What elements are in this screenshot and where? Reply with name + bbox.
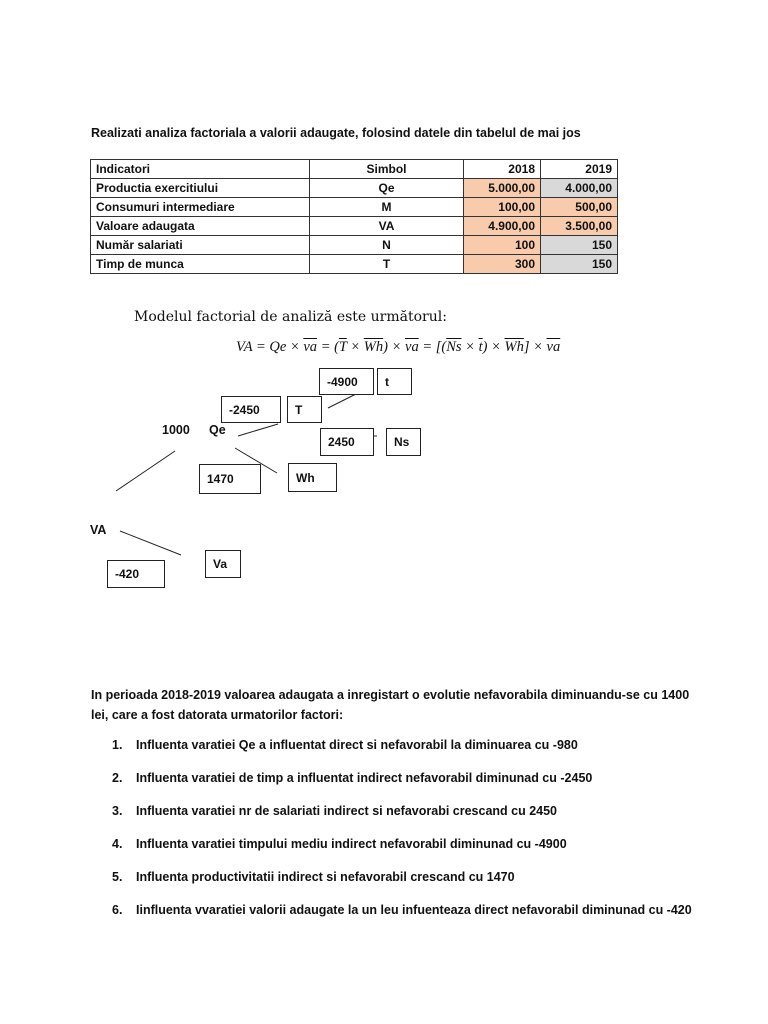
list-item-text: Influenta varatiei de timp a influentat indirect nefavorabil diminunad cu -2450	[136, 771, 593, 785]
formula-part: ×	[461, 339, 479, 355]
formula-wh-bar: $\overline{Wh}$	[363, 339, 384, 355]
formula-part: ] ×	[523, 339, 547, 355]
formula-va-bar: $\overline{va}$	[303, 339, 318, 355]
formula-part: = (	[317, 339, 339, 355]
header-simbol: Simbol	[310, 160, 464, 179]
formula-va-bar: $\overline{va}$	[546, 339, 561, 355]
cell-2018: 100	[464, 236, 541, 255]
list-item	[112, 867, 692, 900]
list-item-number: 3.	[112, 804, 123, 818]
box-t-small: t	[377, 368, 412, 395]
box-1470: 1470	[199, 464, 261, 494]
formula-wh-bar: $\overline{Wh}$	[504, 339, 524, 355]
cell-2019: 4.000,00	[541, 179, 618, 198]
cell-2018: 5.000,00	[464, 179, 541, 198]
list-item	[112, 900, 692, 933]
header-indicatori: Indicatori	[91, 160, 310, 179]
list-item	[112, 735, 692, 768]
cell-2019: 150	[541, 236, 618, 255]
formula-va: VA	[236, 339, 253, 355]
list-item-text: Iinfluenta vvaratiei valorii adaugate la un leu infuenteaza direct nefavorabil diminunad cu -420	[136, 903, 692, 917]
cell-2019: 150	[541, 255, 618, 274]
cell-indicator: Valoare adaugata	[91, 217, 310, 236]
list-item-text: Influenta varatiei timpului mediu indirect nefavorabil diminunad cu -4900	[136, 837, 567, 851]
connector-line	[238, 424, 278, 436]
model-title: Modelul factorial de analiză este următorul:	[134, 309, 447, 325]
connector-line	[120, 531, 181, 555]
header-2018: 2018	[464, 160, 541, 179]
list-item-number: 4.	[112, 837, 123, 851]
formula-va-bar: $\overline{va}$	[405, 339, 419, 355]
box-Ns: Ns	[386, 428, 421, 456]
connector-line	[328, 394, 356, 408]
header-2019: 2019	[541, 160, 618, 179]
cell-2018: 300	[464, 255, 541, 274]
list-item	[112, 801, 692, 834]
formula-part: = Qe ×	[252, 339, 304, 355]
list-item-number: 2.	[112, 771, 123, 785]
box-T: T	[287, 396, 322, 423]
cell-symbol: VA	[310, 217, 464, 236]
cell-2019: 500,00	[541, 198, 618, 217]
label-va: VA	[90, 523, 107, 537]
conclusion-paragraph: In perioada 2018-2019 valoarea adaugata a inregistart o evolutie nefavorabila diminuandu-se cu 1400 lei, care a fost datorata urmatorilor factori:	[91, 688, 690, 722]
formula-part: = [(	[418, 339, 447, 355]
label-1000: 1000	[162, 423, 190, 437]
cell-symbol: T	[310, 255, 464, 274]
list-item-number: 6.	[112, 903, 123, 917]
cell-indicator: Număr salariati	[91, 236, 310, 255]
formula-ns-bar: $\overline{Ns}$	[446, 339, 462, 355]
cell-symbol: N	[310, 236, 464, 255]
cell-2018: 100,00	[464, 198, 541, 217]
list-item-text: Influenta productivitatii indirect si nefavorabil crescand cu 1470	[136, 870, 515, 884]
list-item	[112, 834, 692, 867]
cell-indicator: Productia exercitiului	[91, 179, 310, 198]
connector-line	[116, 451, 175, 491]
cell-symbol: Qe	[310, 179, 464, 198]
formula-t-small-bar: $\overline{t}$	[478, 339, 483, 355]
list-item-number: 5.	[112, 870, 123, 884]
list-item-text: Influenta varatiei nr de salariati indirect si nefavorabi crescand cu 2450	[136, 804, 558, 818]
box-minus-4900: -4900	[319, 368, 374, 395]
intro-text: Realizati analiza factoriala a valorii adaugate, folosind datele din tabelul de mai jos	[91, 126, 581, 140]
box-minus-420: -420	[107, 560, 165, 588]
box-2450: 2450	[320, 428, 374, 456]
list-item-text: Influenta varatiei Qe a influentat direct si nefavorabil la diminuarea cu -980	[136, 738, 578, 752]
list-item-number: 1.	[112, 738, 123, 752]
cell-indicator: Timp de munca	[91, 255, 310, 274]
formula-part: ) ×	[482, 339, 505, 355]
formula-part: ) ×	[383, 339, 406, 355]
formula-part: ×	[346, 339, 364, 355]
box-Va: Va	[205, 550, 241, 578]
cell-2019: 3.500,00	[541, 217, 618, 236]
label-qe: Qe	[209, 423, 226, 437]
cell-symbol: M	[310, 198, 464, 217]
formula-t-bar: $\overline{T}$	[338, 339, 347, 355]
factor-list	[112, 735, 692, 933]
list-item	[112, 768, 692, 801]
box-Wh: Wh	[288, 463, 337, 492]
cell-2018: 4.900,00	[464, 217, 541, 236]
cell-indicator: Consumuri intermediare	[91, 198, 310, 217]
box-minus-2450: -2450	[221, 396, 281, 423]
